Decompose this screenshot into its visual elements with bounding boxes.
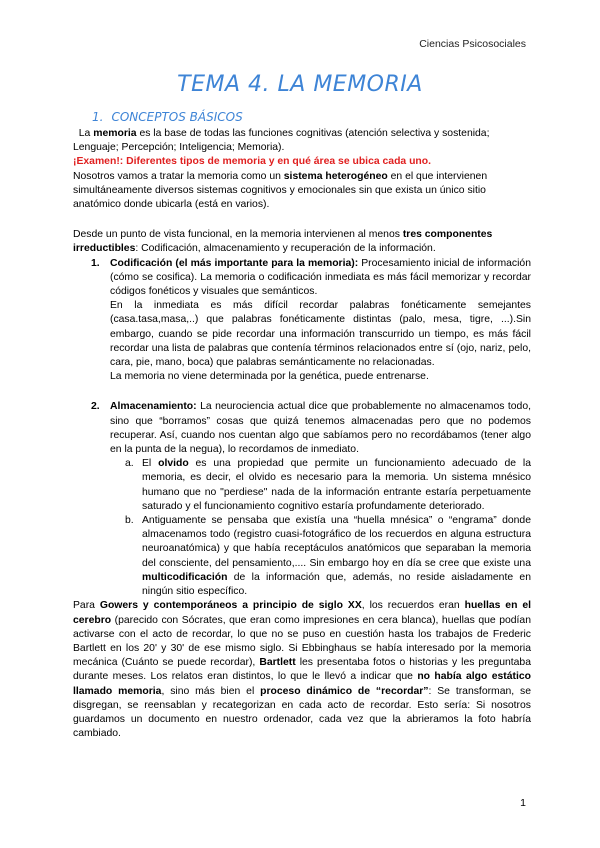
intro-paragraph-3 xyxy=(73,228,531,256)
closing-a: Para xyxy=(73,600,100,612)
intro-p2-b: sistema heterogéneo xyxy=(283,170,388,182)
document-body xyxy=(73,127,531,741)
list-item-codificacion xyxy=(73,257,531,385)
sub-item-text xyxy=(142,457,531,514)
intro-p3-a: Desde un punto de vista funcional, en la memoria intervienen al menos xyxy=(73,229,403,241)
sub-c: de la información que, además, no reside aisladamente en ningún sitio específico. xyxy=(142,571,531,598)
closing-paragraph xyxy=(73,599,531,741)
closing-d: huellas en el cerebro xyxy=(73,600,532,626)
item-number: 1. xyxy=(91,257,100,269)
section-heading xyxy=(92,110,243,124)
sub-b: multicodificación xyxy=(142,571,228,583)
list-item-almacenamiento xyxy=(73,400,531,457)
sub-item-olvido xyxy=(73,457,531,514)
item-text-1: La neurociencia actual dice que probablemente no almacenamos todo, sino que “borramos” cosas que quizá tenemos almacenadas pero que no podemos recuperar. Así, cuando nos cuentan algo que sabíamos pero no recordábamos (tener algo en la punta de la negua), lo recordamos de inmediato. xyxy=(110,401,531,456)
sub-b: olvido xyxy=(158,458,189,470)
section-number: 1. xyxy=(92,110,104,124)
intro-p2-a: Nosotros vamos a tratar la memoria como un xyxy=(73,170,284,182)
exam-note: ¡Examen!: Diferentes tipos de memoria y en qué área se ubica cada uno. xyxy=(73,156,432,168)
intro-paragraph-1 xyxy=(73,127,531,155)
section-label: CONCEPTOS BÁSICOS xyxy=(111,110,243,124)
closing-h: no había algo estático llamado memoria xyxy=(73,671,531,697)
item-text xyxy=(110,257,531,300)
page-number: 1 xyxy=(520,797,526,809)
sub-item-engrama xyxy=(73,514,531,599)
item-text-1: Procesamiento inicial de información (cómo se cosifica). La memoria o codificación inmediata es más fácil memorizar y recordar códigos fonéticos y visuales que semánticos. xyxy=(110,257,531,298)
sub-a: El xyxy=(142,458,159,470)
item-title: Codificación (el más importante para la memoria): xyxy=(110,257,359,269)
closing-j: proceso dinámico de “recordar” xyxy=(260,685,429,697)
intro-p2-c: en el que intervienen simultáneamente diversos sistemas cognitivos y emocionales sin que exista un único sitio anatómico donde ubicarla (está en varios). xyxy=(73,170,488,211)
sub-c: es una propiedad que permite un funcionamiento adecuado de la memoria, es decir, el olvido es necesario para la memoria. Un sistema mnésico humano que no "perdiese" nada de la información entrante estaría perpetuamente saturado y el funcionamiento cognitivo estaría profundamente deteriorado. xyxy=(142,458,531,512)
closing-e: (parecido con Sócrates, que eran como impresiones en cera blanca), huellas que podían activarse con el acto de recordar, lo que no se puso en cuestión hasta los trabajos de Frederic Bartlett en los 20' y 30' de ese mismo siglo. Si Ebbinghaus se había interesado por la memoria mecánica (Cuánto se puede recordar), xyxy=(73,614,531,669)
intro-p3-c: : Codificación, almacenamiento y recuperación de la información. xyxy=(135,243,436,255)
intro-paragraph-2 xyxy=(73,170,531,213)
page-title: TEMA 4. LA MEMORIA xyxy=(177,72,423,97)
intro-p3-b: tres componentes irreductibles xyxy=(73,229,493,255)
sub-item-letter: a. xyxy=(125,458,134,470)
header-subject: Ciencias Psicosociales xyxy=(419,38,526,50)
item-title: Almacenamiento: xyxy=(110,401,197,413)
closing-g: les presentaba fotos o historias y les preguntaba durante meses. Los relatos eran distintos, lo que le llevó a indicar que xyxy=(73,657,531,683)
intro-p1-a: La xyxy=(78,128,94,139)
item-text xyxy=(110,400,531,457)
item-number: 2. xyxy=(91,401,100,413)
intro-p1-b: memoria xyxy=(93,128,137,139)
closing-b: Gowers y contemporáneos a principio de siglo XX xyxy=(99,600,362,612)
closing-f: Bartlett xyxy=(259,657,296,669)
closing-c: , los recuerdos eran xyxy=(361,600,465,612)
sub-item-text xyxy=(142,514,531,599)
sub-item-letter: b. xyxy=(125,515,134,527)
closing-k: : Se transforman, se disgregan, se reensablan y recategorizan en cada acto de recordar. Esto sería: Si nosotros guardamos un documento en nuestro ordenador, cada vez que la abrieramos la foto habría cambiado. xyxy=(73,685,532,740)
item-text-2: En la inmediata es más difícil recordar palabras fonéticamente semejantes (casa.tasa,masa,..) que palabras fonéticamente distintas (palo, mesa, tigre, ...).Sin embargo, cuando se pide recordar una información transcurrido un tiempo, es más fácil recordar una lista de palabras que contenía términos relacionados entre sí (ojo, nariz, pelo, cara, pie, mano, boca) que palabras semánticamente no relacionadas. xyxy=(110,300,531,369)
intro-p1-c: es la base de todas las funciones cognitivas (atención selectiva y sostenida; Lenguaje; Percepción; Inteligencia; Memoria). xyxy=(73,128,490,154)
sub-a: Antiguamente se pensaba que existía una “huella mnésica” o “engrama” donde almacenamos todo (registro cuasi-fotográfico de los recuerdos en alguna estructura neuroanatómica) y que había receptáculos anatómicos que separaban la memoria del consciente, del pensamiento,.... Sin embargo hoy en día se cree que existe una xyxy=(142,515,531,569)
closing-i: , sino más bien el xyxy=(161,685,261,697)
item-text-3: La memoria no viene determinada por la genética, puede entrenarse. xyxy=(110,371,429,383)
